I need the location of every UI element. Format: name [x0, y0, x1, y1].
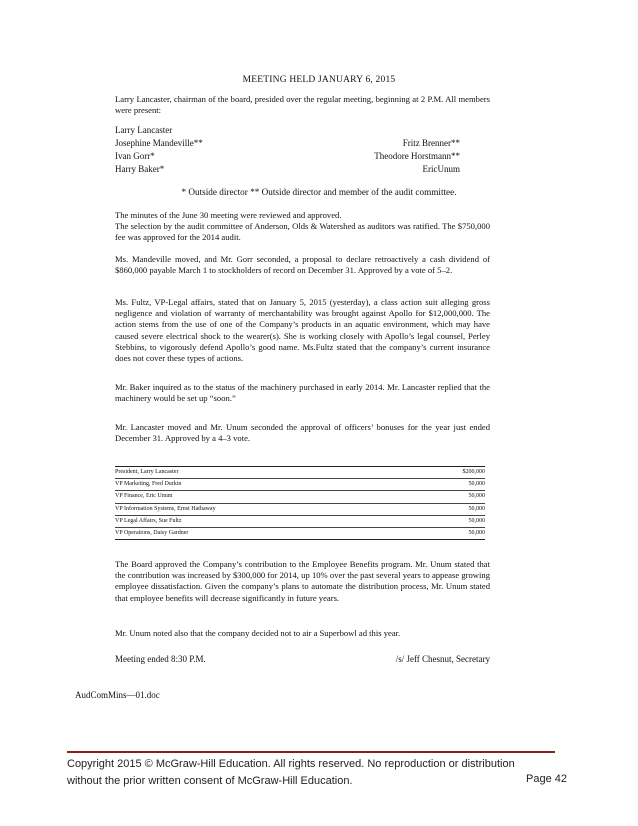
- table-row: [115, 467, 485, 479]
- copyright-line-2: without the prior written consent of McGraw-Hill Education.: [67, 775, 353, 787]
- page-number: Page 42: [526, 773, 567, 785]
- dividend-paragraph: Ms. Mandeville moved, and Mr. Gorr seconded, a proposal to declare retroactively a cash dividend of $860,000 payable March 1 to stockholders of record on December 31. Approved by a vote of 5–2.: [115, 254, 490, 276]
- machinery-paragraph: Mr. Baker inquired as to the status of the machinery purchased in early 2014. Mr. Lancaster replied that the machinery would be set up “soon.”: [115, 382, 490, 404]
- document-filename: AudComMins—01.doc: [75, 690, 160, 700]
- officer-name: VP Finance, Eric Unum: [115, 493, 173, 500]
- meeting-ended: Meeting ended 8:30 P.M.: [115, 654, 206, 664]
- copyright-footer: [67, 756, 567, 790]
- table-row: [115, 516, 485, 528]
- member-name: Theodore Horstmann**: [374, 151, 460, 161]
- bonus-amount: 50,000: [468, 517, 485, 524]
- bonus-table: [115, 466, 485, 540]
- table-row: [115, 528, 485, 539]
- bonus-amount: 50,000: [468, 493, 485, 500]
- copyright-line-1: Copyright 2015 © McGraw-Hill Education. All rights reserved. No reproduction or distribution: [67, 758, 515, 770]
- member-name: Harry Baker*: [115, 164, 165, 174]
- member-name: Fritz Brenner**: [402, 138, 460, 148]
- table-row: [115, 479, 485, 491]
- member-name: Ivan Gorr*: [115, 151, 155, 161]
- director-legend: * Outside director ** Outside director and member of the audit committee.: [181, 187, 457, 197]
- member-row-1: [115, 125, 460, 137]
- officer-name: VP Marketing, Fred Durkin: [115, 481, 182, 488]
- officer-name: VP Operations, Daisy Gardner: [115, 529, 189, 536]
- meeting-title: MEETING HELD JANUARY 6, 2015: [242, 75, 396, 85]
- bonus-amount: 50,000: [468, 529, 485, 536]
- superbowl-paragraph: Mr. Unum noted also that the company decided not to air a Superbowl ad this year.: [115, 628, 401, 638]
- member-name: Josephine Mandeville**: [115, 138, 203, 148]
- member-name: Larry Lancaster: [115, 125, 173, 135]
- officer-name: President, Larry Lancaster: [115, 469, 179, 475]
- officer-name: VP Information Systems, Ernst Hathaway: [115, 505, 216, 512]
- lawsuit-paragraph: Ms. Fultz, VP-Legal affairs, stated that on January 5, 2015 (yesterday), a class action suit alleging gross negligence and violation of warranty of merchantability was brought against Apollo for $12,000,000. The action stems from the use of one of the Company’s products in an aquatic environment, which may have caused severe electrical shock to the wearer(s). She is working closely with Apollo’s legal counsel, Perley Stebbins, to vigorously defend Apollo’s good name. Ms.Fultz stated that the company’s current insurance does not cover these types of actions.: [115, 297, 490, 364]
- bonus-amount: 50,000: [468, 481, 485, 488]
- minutes-paragraph: The minutes of the June 30 meeting were reviewed and approved.: [115, 210, 342, 220]
- member-row-2: [115, 138, 460, 150]
- member-row-4: [115, 164, 460, 176]
- bonus-amount: $200,000: [462, 469, 485, 475]
- table-row: [115, 491, 485, 503]
- secretary-signature: /s/ Jeff Chesnut, Secretary: [395, 654, 490, 664]
- closing-row: [115, 654, 490, 666]
- officer-name: VP Legal Affairs, Sue Fultz: [115, 517, 182, 524]
- bonuses-paragraph: Mr. Lancaster moved and Mr. Unum seconded the approval of officers’ bonuses for the year just ended December 31. Approved by a 4–3 vote.: [115, 422, 490, 444]
- auditor-selection-paragraph: The selection by the audit committee of Anderson, Olds & Watershed as auditors was ratified. The $750,000 fee was approved for the 2014 audit.: [115, 221, 490, 243]
- member-row-3: [115, 151, 460, 163]
- table-row: [115, 504, 485, 516]
- benefits-paragraph: The Board approved the Company’s contribution to the Employee Benefits program. Mr. Unum stated that the contribution was increased by $300,000 for 2014, up 10% over the past several years to appease growing employee dissatisfaction. Given the company’s plans to automate the distribution process, Mr. Unum stated that employee benefits will decrease significantly in future years.: [115, 559, 490, 603]
- footer-divider: [67, 751, 555, 753]
- bonus-amount: 50,000: [468, 505, 485, 512]
- intro-paragraph: Larry Lancaster, chairman of the board, presided over the regular meeting, beginning at 2 P.M. All members were present:: [115, 94, 490, 116]
- member-name: EricUnum: [422, 164, 460, 174]
